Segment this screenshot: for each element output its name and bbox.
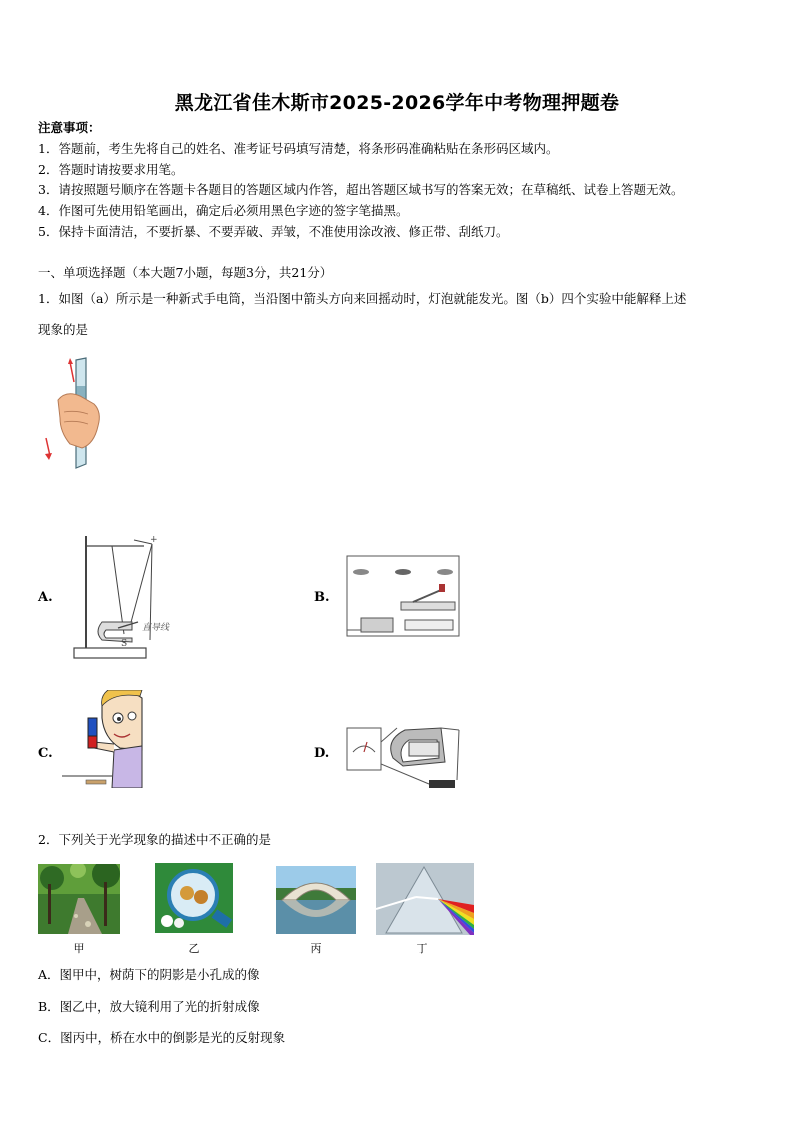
notice-heading: 注意事项： (38, 120, 101, 135)
caption-yi: 乙 (188, 942, 200, 955)
notice-item: 1．答题前，考生先将自己的姓名、准考证号码填写清楚，将条形码准确粘贴在条形码区域内。 (38, 141, 559, 156)
magnifier-photo (155, 863, 233, 933)
caption-ding: 丁 (416, 942, 428, 955)
svg-text:+: + (150, 535, 158, 545)
straight-wire-label: 直导线 (142, 623, 170, 633)
question-2-stem: 2．下列关于光学现象的描述中不正确的是 (38, 832, 271, 847)
prism-dispersion-photo (376, 863, 474, 935)
notice-item: 5．保持卡面清洁，不要折暴、不要弄破、弄皱，不准使用涂改液、修正带、刮纸刀。 (38, 224, 509, 239)
q2-option-c: C．图丙中，桥在水中的倒影是光的反射现象 (38, 1030, 286, 1045)
notice-item: 2．答题时请按要求用笔。 (38, 162, 184, 177)
notice-item: 4．作图可先使用铅笔画出，确定后必须用黑色字迹的签字笔描黑。 (38, 203, 409, 218)
section-heading: 一、单项选择题（本大题7小题，每题3分，共21分） (38, 265, 333, 280)
q1-option-a: A. (38, 590, 53, 605)
q1-option-c: C. (38, 746, 53, 761)
bridge-reflection-photo (276, 866, 356, 934)
notice-item: 3．请按照题号顺序在答题卡各题目的答题区域内作答，超出答题区域书写的答案无效；在草稿纸、试卷上答题无效。 (38, 182, 684, 197)
tree-shade-photo (38, 864, 120, 934)
page-title: 黑龙江省佳木斯市2025-2026学年中考物理押题卷 (174, 92, 620, 114)
flashlight-figure (36, 352, 116, 474)
straight-wire-magnet-figure (72, 530, 192, 665)
q2-option-b: B．图乙中，放大镜利用了光的折射成像 (38, 999, 260, 1014)
question-1-stem-cont: 现象的是 (38, 322, 89, 337)
question-1-stem: 1．如图（a）所示是一种新式手电筒，当沿图中箭头方向来回摇动时，灯泡就能发光。图（b）四个实验中能解释上述 (38, 291, 687, 306)
caption-bing: 丙 (310, 942, 322, 955)
child-with-magnet-figure (62, 690, 144, 788)
q1-option-b: B. (314, 590, 330, 605)
q2-option-a: A．图甲中，树荫下的阴影是小孔成的像 (38, 967, 260, 982)
magnet-pole-label: S (121, 639, 128, 649)
caption-jia: 甲 (73, 942, 85, 955)
coil-galvanometer-figure (345, 718, 465, 794)
electromagnet-circuit-figure (345, 552, 463, 642)
q1-option-d: D. (314, 746, 330, 761)
